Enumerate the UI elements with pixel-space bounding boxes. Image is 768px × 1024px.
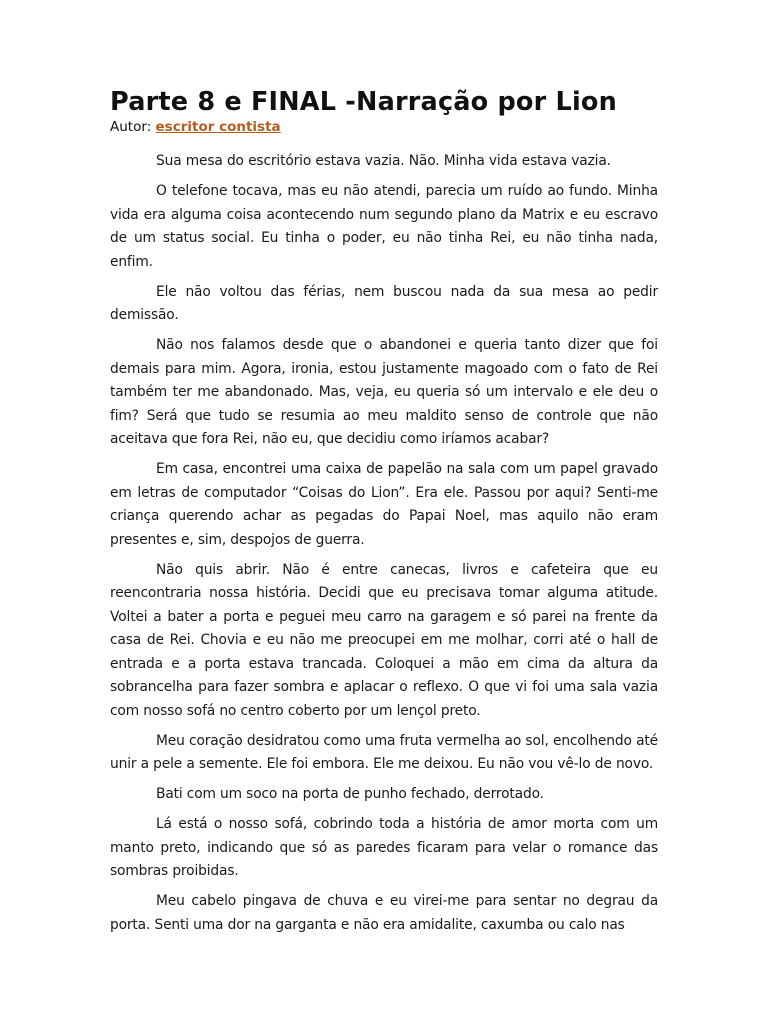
author-link[interactable]: escritor contista (155, 119, 281, 135)
paragraph: Meu cabelo pingava de chuva e eu virei-me para sentar no degrau da porta. Senti uma dor na garganta e não era amidalite, caxumba ou calo nas (110, 893, 658, 933)
author-label: Autor: (110, 119, 152, 135)
paragraph: Em casa, encontrei uma caixa de papelão na sala com um papel gravado em letras de computador “Coisas do Lion”. Era ele. Passou por aqui? Senti-me criança querendo achar as pegadas do Papai Noel, mas aquilo não eram presentes e, sim, despojos de guerra. (110, 461, 658, 548)
paragraph: O telefone tocava, mas eu não atendi, parecia um ruído ao fundo. Minha vida era alguma coisa acontecendo num segundo plano da Matrix e eu escravo de um status social. Eu tinha o poder, eu não tinha Rei, eu não tinha nada, enfim. (110, 183, 658, 270)
paragraph: Sua mesa do escritório estava vazia. Não. Minha vida estava vazia. (156, 153, 611, 169)
paragraph: Meu coração desidratou como uma fruta vermelha ao sol, encolhendo até unir a pele a semente. Ele foi embora. Ele me deixou. Eu não vou vê-lo de novo. (110, 732, 658, 772)
document-page (110, 86, 658, 944)
paragraph: Lá está o nosso sofá, cobrindo toda a história de amor morta com um manto preto, indicando que só as paredes ficaram para velar o romance das sombras proibidas. (110, 816, 658, 879)
paragraph: Ele não voltou das férias, nem buscou nada da sua mesa ao pedir demissão. (110, 283, 658, 323)
author-line (110, 118, 658, 136)
document-title: Parte 8 e FINAL -Narração por Lion (110, 87, 617, 117)
paragraph: Não nos falamos desde que o abandonei e queria tanto dizer que foi demais para mim. Agora, ironia, estou justamente magoado com o fato de Rei também ter me abandonado. Mas, veja, eu queria só um intervalo e ele deu o fim? Será que tudo se resumia ao meu maldito senso de controle que não aceitava que fora Rei, não eu, que decidiu como iríamos acabar? (110, 337, 658, 447)
paragraph: Bati com um soco na porta de punho fechado, derrotado. (156, 786, 544, 802)
paragraph: Não quis abrir. Não é entre canecas, livros e cafeteira que eu reencontraria nossa história. Decidi que eu precisava tomar alguma atitude. Voltei a bater a porta e peguei meu carro na garagem e só parei na frente da casa de Rei. Chovia e eu não me preocupei em me molhar, corri até o hall de entrada e a porta estava trancada. Coloquei a mão em cima da altura da sobrancelha para fazer sombra e aplacar o reflexo. O que vi foi uma sala vazia com nosso sofá no centro coberto por um lençol preto. (110, 561, 658, 719)
